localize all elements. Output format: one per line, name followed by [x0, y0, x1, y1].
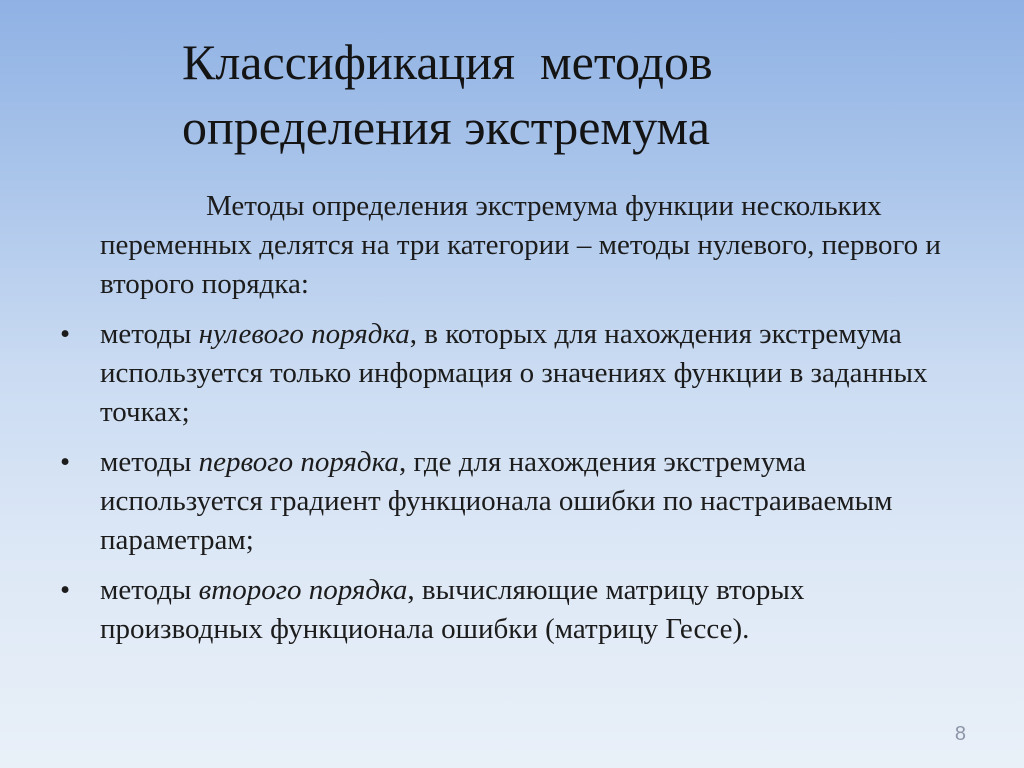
intro-paragraph: Методы определения экстремума функции нескольких переменных делятся на три категории – методы нулевого, первого и второго порядка: [100, 190, 941, 300]
slide-title-line: определения экстремума [182, 99, 710, 155]
bullet-marker: • [60, 574, 71, 606]
page-number: 8 [954, 723, 966, 745]
bullet-text: , где для нахождения экстремума используется градиент функционала ошибки по настраиваемым параметрам; [100, 446, 893, 556]
emphasis-text: второго порядка [198, 574, 408, 606]
bullet-marker: • [60, 318, 71, 350]
bullet-text: методы [100, 574, 199, 606]
bullet-text: , вычисляющие матрицу вторых производных функционала ошибки (матрицу Гессе). [100, 574, 805, 645]
emphasis-text: первого порядка [198, 446, 399, 478]
list-item [60, 315, 965, 432]
list-item [60, 571, 965, 649]
bullet-text: , в которых для нахождения экстремума используется только информация о значениях функции в заданных точках; [100, 318, 928, 428]
bullet-list [60, 315, 965, 649]
slide-body [60, 187, 965, 660]
slide-title-line: Классификация методов [182, 34, 713, 90]
bullet-marker: • [60, 446, 71, 478]
slide-title [182, 30, 942, 160]
list-item [60, 443, 965, 560]
bullet-text: методы [100, 318, 199, 350]
emphasis-text: нулевого порядка [198, 318, 410, 350]
bullet-text: методы [100, 446, 199, 478]
